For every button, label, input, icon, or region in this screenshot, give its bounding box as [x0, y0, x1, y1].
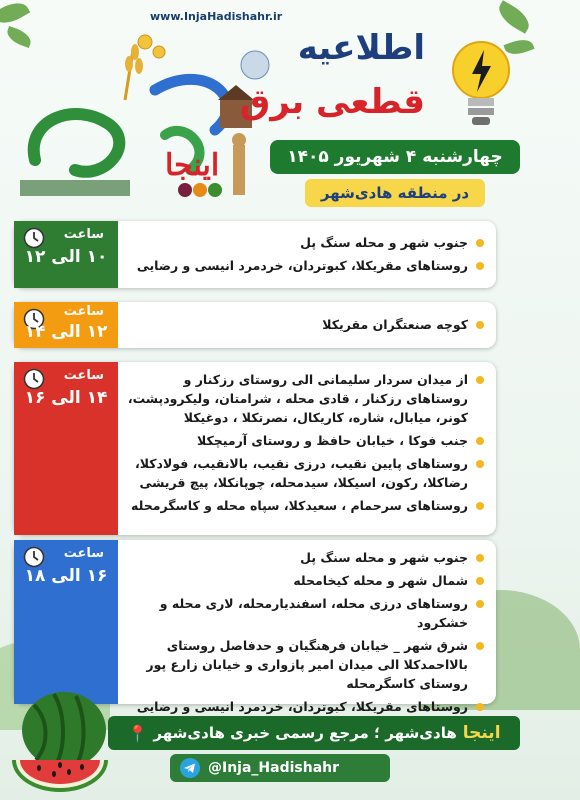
- clock-icon: [23, 227, 45, 249]
- area-list: [124, 370, 486, 515]
- list-item: شمال شهر و محله کیخامحله: [124, 571, 486, 590]
- clock-icon: [23, 546, 45, 568]
- time-label: ساعت: [63, 368, 104, 383]
- telegram-handle[interactable]: @Inja_Hadishahr: [208, 760, 340, 776]
- schedule-card: [14, 302, 496, 348]
- schedule-card: [14, 221, 496, 288]
- leaf-decoration: [494, 0, 534, 34]
- time-range: ۱۲ الی ۱۴: [24, 322, 108, 342]
- list-item: از میدان سردار سلیمانی الی روستای رزکنار و روستاهای رزکنار ، قادی محله ، شرامتان، ولیکرودپشت، کونر، میابال، شاره، کاریکال، نصرتکلا ، دوغیکلا: [124, 370, 486, 427]
- footer-highlight: اینجا: [462, 723, 501, 743]
- list-item: روستاهای مقریکلا، کبوتردان، خردمرد انیسی و رضایی: [124, 256, 486, 275]
- clock-icon: [23, 368, 45, 390]
- area-list: [124, 315, 486, 334]
- footer-text: هادی‌شهر ؛ مرجع رسمی خبری هادی‌شهر: [153, 724, 457, 742]
- site-url[interactable]: www.InjaHadishahr.ir: [150, 10, 283, 23]
- page-subtitle: قطعی برق: [239, 82, 425, 122]
- time-range: ۱۰ الی ۱۲: [24, 247, 108, 267]
- watermelon-illustration: [4, 680, 114, 795]
- list-item: روستاهای سرحمام ، سعیدکلا، سپاه محله و کاسگرمحله: [124, 496, 486, 515]
- list-item: جنوب شهر و محله سنگ پل: [124, 548, 486, 567]
- time-range: ۱۶ الی ۱۸: [24, 566, 108, 586]
- logo: [15, 30, 260, 200]
- page-title: اطلاعیه: [297, 28, 425, 68]
- pin-icon: 📍: [127, 723, 148, 743]
- time-slot: [14, 362, 118, 535]
- area-list: [124, 548, 486, 716]
- date-banner: چهارشنبه ۴ شهریور ۱۴۰۵: [270, 140, 520, 174]
- lightbulb-icon: [446, 38, 516, 133]
- telegram-icon: [180, 758, 200, 778]
- time-label: ساعت: [63, 546, 104, 561]
- list-item: روستاهای مقریکلا، کبوتردان، خردمرد انیسی و رضایی: [124, 697, 486, 716]
- time-label: ساعت: [63, 304, 104, 319]
- telegram-link[interactable]: [170, 754, 390, 782]
- schedule-card: [14, 362, 496, 535]
- time-range: ۱۴ الی ۱۶: [24, 388, 108, 408]
- list-item: شرق شهر _ خیابان فرهنگیان و حدفاصل روستای بالااحمدکلا الی میدان امیر پازواری و خیابان زارع پور روستای کاسگرمحله: [124, 636, 486, 693]
- list-item: کوچه صنعتگران مقریکلا: [124, 315, 486, 334]
- time-slot: [14, 302, 118, 348]
- time-label: ساعت: [63, 227, 104, 242]
- time-slot: [14, 221, 118, 288]
- list-item: روستاهای درزی محله، اسفندیارمحله، لاری محله و خشکرود: [124, 594, 486, 632]
- list-item: جنوب شهر و محله سنگ پل: [124, 233, 486, 252]
- list-item: جنب فوکا ، خیابان حافظ و روستای آرمیچکلا: [124, 431, 486, 450]
- region-banner: در منطقه هادی‌شهر: [305, 179, 485, 207]
- list-item: روستاهای پایین نقیب، درزی نقیب، بالانقیب، فولادکلا، رضاکلا، رکون، اسیکلا، سیدمحله، چوپانکلا، پیچ قریشی: [124, 454, 486, 492]
- area-list: [124, 233, 486, 275]
- leaf-decoration: [0, 0, 30, 29]
- footer-banner: [108, 716, 520, 750]
- logo-word: اینجا: [165, 148, 220, 183]
